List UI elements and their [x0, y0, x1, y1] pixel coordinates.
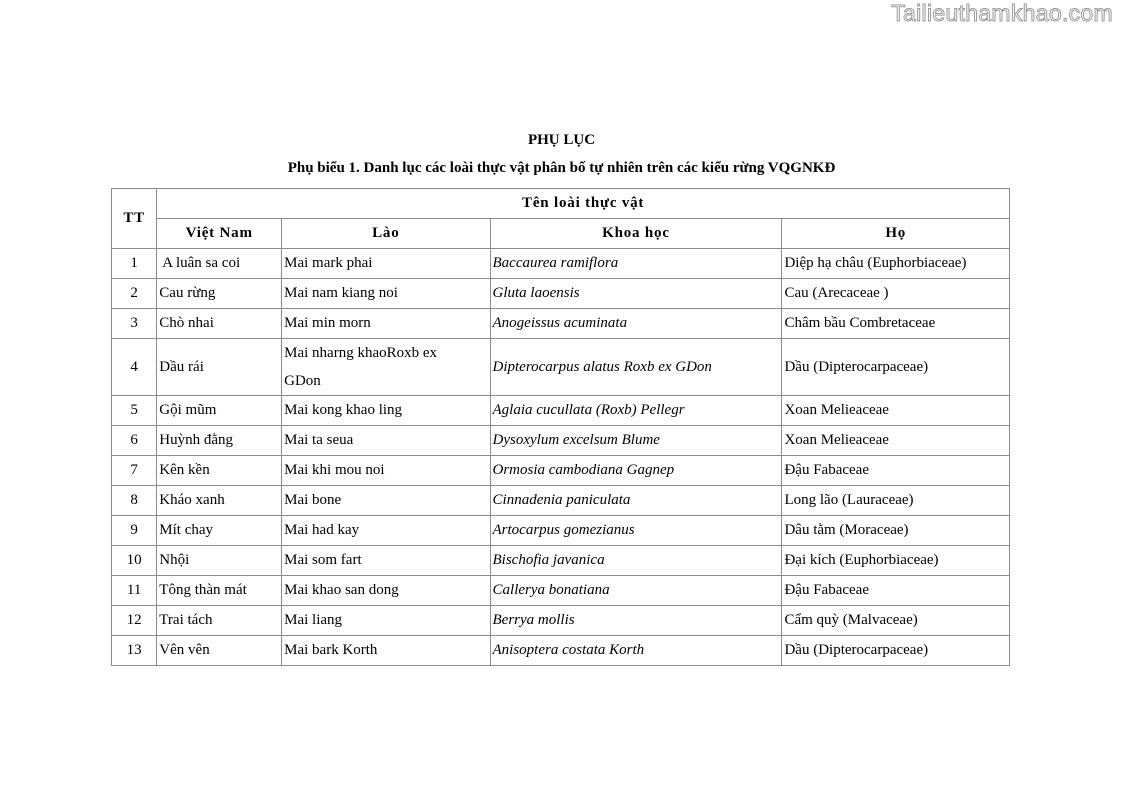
header-scientific: Khoa học — [490, 219, 782, 249]
cell-scientific: Berrya mollis — [490, 606, 782, 636]
table-row — [112, 279, 1010, 309]
cell-lao — [282, 339, 490, 396]
cell-vietnam: Chò nhai — [157, 309, 282, 339]
cell-lao: Mai bark Korth — [282, 636, 490, 666]
cell-scientific: Baccaurea ramiflora — [490, 249, 782, 279]
cell-family: Đậu Fabaceae — [782, 456, 1010, 486]
cell-scientific: Dipterocarpus alatus Roxb ex GDon — [490, 339, 782, 396]
cell-lao: Mai nam kiang noi — [282, 279, 490, 309]
cell-lao: Mai khao san dong — [282, 576, 490, 606]
cell-family: Xoan Melieaceae — [782, 426, 1010, 456]
cell-lao: Mai had kay — [282, 516, 490, 546]
cell-tt: 3 — [112, 309, 157, 339]
table-row — [112, 576, 1010, 606]
cell-family: Cau (Arecaceae ) — [782, 279, 1010, 309]
cell-family: Dầu (Dipterocarpaceae) — [782, 339, 1010, 396]
cell-vietnam: Huỳnh đằng — [157, 426, 282, 456]
header-group-species-name: Tên loài thực vật — [157, 189, 1010, 219]
cell-family: Cẩm quỳ (Malvaceae) — [782, 606, 1010, 636]
cell-vietnam: Trai tách — [157, 606, 282, 636]
cell-scientific: Dysoxylum excelsum Blume — [490, 426, 782, 456]
cell-tt: 8 — [112, 486, 157, 516]
cell-tt: 13 — [112, 636, 157, 666]
table-row — [112, 339, 1010, 396]
page-title: PHỤ LỤC — [527, 132, 596, 148]
cell-scientific: Aglaia cucullata (Roxb) Pellegr — [490, 396, 782, 426]
table-row — [112, 636, 1010, 666]
cell-vietnam: Cau rừng — [157, 279, 282, 309]
cell-family: Long lão (Lauraceae) — [782, 486, 1010, 516]
cell-family: Xoan Melieaceae — [782, 396, 1010, 426]
table-row — [112, 249, 1010, 279]
cell-tt: 7 — [112, 456, 157, 486]
header-tt: TT — [112, 189, 157, 249]
table-row — [112, 516, 1010, 546]
cell-lao: Mai kong khao ling — [282, 396, 490, 426]
cell-lao: Mai bone — [282, 486, 490, 516]
table-row — [112, 426, 1010, 456]
cell-family: Đại kích (Euphorbiaceae) — [782, 546, 1010, 576]
cell-lao-line-1: Mai nharng khaoRoxb ex — [284, 345, 438, 361]
cell-tt: 2 — [112, 279, 157, 309]
cell-tt: 9 — [112, 516, 157, 546]
table-row — [112, 456, 1010, 486]
cell-lao: Mai ta seua — [282, 426, 490, 456]
watermark: Tailieuthamkhao.com — [891, 0, 1113, 26]
cell-tt: 12 — [112, 606, 157, 636]
table-row — [112, 546, 1010, 576]
cell-family: Dâu tằm (Moraceae) — [782, 516, 1010, 546]
cell-vietnam: Kháo xanh — [157, 486, 282, 516]
cell-vietnam: Tông thàn mát — [157, 576, 282, 606]
header-family: Họ — [782, 219, 1010, 249]
cell-scientific: Gluta laoensis — [490, 279, 782, 309]
cell-vietnam: A luân sa coi — [157, 249, 282, 279]
cell-lao: Mai liang — [282, 606, 490, 636]
cell-scientific: Callerya bonatiana — [490, 576, 782, 606]
cell-vietnam: Gội mũm — [157, 396, 282, 426]
cell-tt: 5 — [112, 396, 157, 426]
header-lao: Lào — [282, 219, 490, 249]
cell-lao: Mai khi mou noi — [282, 456, 490, 486]
cell-vietnam: Vên vên — [157, 636, 282, 666]
table-caption: Phụ biểu 1. Danh lục các loài thực vật phân bố tự nhiên trên các kiểu rừng VQGNKĐ — [287, 160, 836, 176]
table-row — [112, 606, 1010, 636]
cell-family: Đậu Fabaceae — [782, 576, 1010, 606]
cell-scientific: Anogeissus acuminata — [490, 309, 782, 339]
cell-scientific: Cinnadenia paniculata — [490, 486, 782, 516]
cell-lao: Mai mark phai — [282, 249, 490, 279]
cell-vietnam: Nhội — [157, 546, 282, 576]
header-vietnam: Việt Nam — [157, 219, 282, 249]
table-row — [112, 396, 1010, 426]
cell-tt: 4 — [112, 339, 157, 396]
cell-tt: 1 — [112, 249, 157, 279]
cell-tt: 6 — [112, 426, 157, 456]
cell-lao: Mai som fart — [282, 546, 490, 576]
table-row — [112, 486, 1010, 516]
cell-scientific: Bischofia javanica — [490, 546, 782, 576]
cell-vietnam: Mít chay — [157, 516, 282, 546]
table-row — [112, 309, 1010, 339]
cell-family: Diệp hạ châu (Euphorbiaceae) — [782, 249, 1010, 279]
cell-vietnam: Dầu rái — [157, 339, 282, 396]
cell-tt: 11 — [112, 576, 157, 606]
species-table — [111, 188, 1010, 666]
cell-family: Dầu (Dipterocarpaceae) — [782, 636, 1010, 666]
cell-lao: Mai min morn — [282, 309, 490, 339]
cell-scientific: Ormosia cambodiana Gagnep — [490, 456, 782, 486]
cell-scientific: Anisoptera costata Korth — [490, 636, 782, 666]
cell-vietnam: Kên kền — [157, 456, 282, 486]
cell-scientific: Artocarpus gomezianus — [490, 516, 782, 546]
cell-tt: 10 — [112, 546, 157, 576]
cell-family: Châm bầu Combretaceae — [782, 309, 1010, 339]
cell-lao-line-2: GDon — [284, 373, 321, 389]
